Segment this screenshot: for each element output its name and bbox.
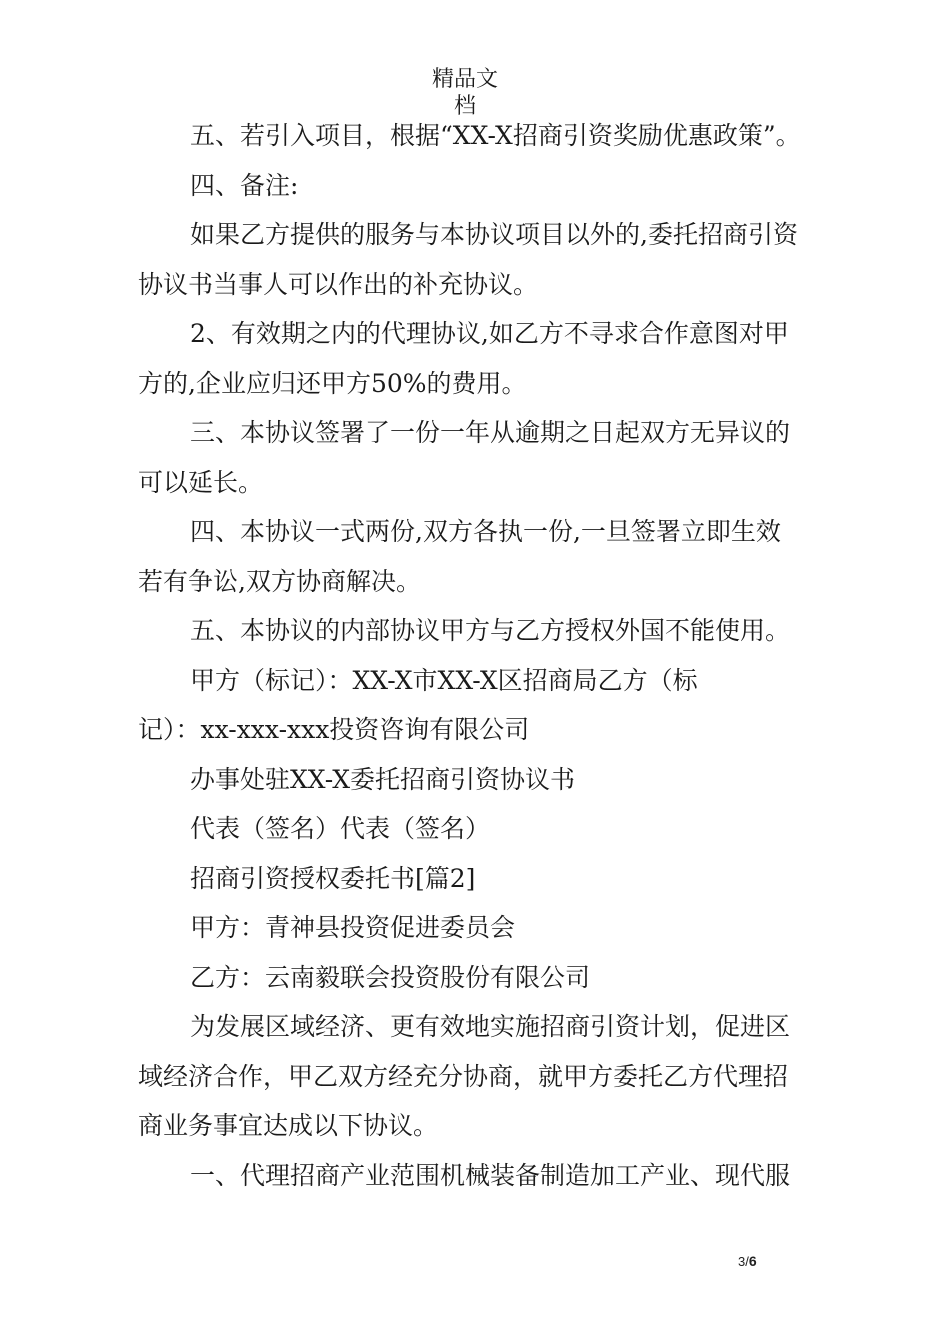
text-line: 方的,企业应归还甲方50%的费用。: [138, 368, 527, 398]
page-number-current: 3/: [738, 1254, 749, 1269]
text-line: 五、若引入项目，根据“XX-X招商引资奖励优惠政策”。: [190, 121, 801, 150]
text-line: 办事处驻XX-X委托招商引资协议书: [190, 764, 576, 794]
text-line: 甲方：青神县投资促进委员会: [190, 913, 516, 942]
page-number: [738, 1253, 757, 1269]
text-line: 甲方（标记）：XX-X市XX-X区招商局乙方（标: [190, 665, 698, 695]
text-line: 域经济合作，甲乙双方经充分协商，就甲方委托乙方代理招: [138, 1061, 789, 1091]
text-line: 四、本协议一式两份,双方各执一份,一旦签署立即生效: [190, 517, 781, 546]
text-line: 乙方：云南毅联会投资股份有限公司: [190, 962, 591, 992]
text-line: 一、代理招商产业范围机械装备制造加工产业、现代服: [190, 1160, 791, 1190]
text-line: 三、本协议签署了一份一年从逾期之日起双方无异议的: [190, 418, 791, 447]
header-line-2: 档: [453, 94, 476, 119]
text-line: 若有争讼,双方协商解决。: [138, 566, 421, 596]
text-line: 四、备注:: [190, 170, 299, 200]
page-number-total: 6: [748, 1253, 757, 1269]
text-line: 可以延长。: [138, 467, 264, 497]
document-body: [138, 111, 828, 1200]
text-line: 五、本协议的内部协议甲方与乙方授权外国不能使用。: [190, 616, 791, 645]
text-line: 为发展区域经济、更有效地实施招商引资计划，促进区: [190, 1012, 791, 1041]
text-line: 2、有效期之内的代理协议,如乙方不寻求合作意图对甲: [190, 319, 789, 348]
text-line: 协议书当事人可以作出的补充协议。: [138, 269, 539, 299]
text-line: 商业务事宜达成以下协议。: [138, 1111, 439, 1140]
text-line: 招商引资授权委托书[篇2]: [190, 863, 476, 893]
header-line-1: 精品文: [431, 67, 498, 92]
text-line: 如果乙方提供的服务与本协议项目以外的,委托招商引资: [190, 220, 798, 249]
text-line: 记）：xx-xxx-xxx投资咨询有限公司: [138, 715, 530, 744]
text-line: 代表（签名）代表（签名）: [190, 814, 491, 843]
